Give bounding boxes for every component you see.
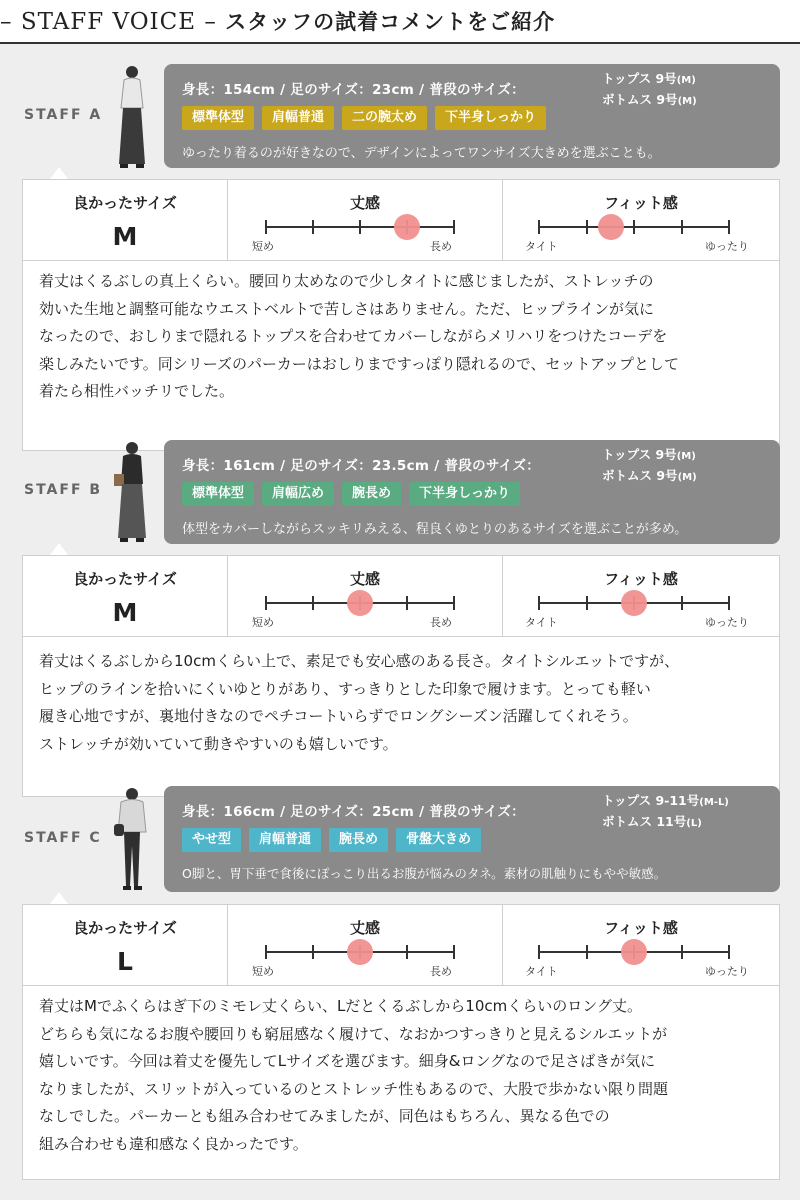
scale-tick — [586, 596, 588, 610]
staff-b-comment — [39, 648, 679, 758]
staff-a-usual-size — [602, 69, 697, 111]
staff-b-tag: 肩幅広め — [262, 482, 334, 506]
comment-line: 楽しみたいです。同シリーズのパーカーはおしりまですっぽり隠れるので、セットアップとして — [39, 354, 680, 373]
staff-c-tag: 骨盤大きめ — [396, 828, 481, 852]
scale-tick — [265, 596, 267, 610]
staff-b-profile — [164, 440, 780, 544]
staff-a-fit-cell — [503, 180, 779, 260]
length-min-label: 短め — [252, 240, 274, 253]
staff-b-height: 身長：161cm — [182, 458, 276, 474]
staff-c-length-marker — [347, 939, 373, 965]
header-title-en: STAFF VOICE — [20, 9, 197, 35]
staff-c-speech-tail — [50, 892, 68, 904]
scale-tick — [359, 220, 361, 234]
scale-tick — [538, 596, 540, 610]
staff-c-fit-scale — [503, 905, 779, 985]
staff-c-length-scale — [228, 905, 502, 985]
comment-line: 履き心地ですが、裏地付きなのでペチコートいらずでロングシーズン活躍してくれそう。 — [39, 707, 638, 725]
staff-a-tag: 二の腕太め — [342, 106, 427, 130]
staff-a-rating-row — [23, 180, 779, 261]
staff-c-best-size-value: L — [117, 947, 133, 976]
staff-voice-content — [0, 44, 800, 1200]
scale-tick — [681, 596, 683, 610]
staff-a-best-size-value: M — [112, 222, 138, 251]
comment-line: 嬉しいです。今回は着丈を優先してLサイズを選びます。細身&ロングなので足さばきが気に — [39, 1052, 656, 1070]
scale-tick — [312, 596, 314, 610]
staff-a-tags — [182, 106, 554, 132]
staff-c-usual-label: 普段のサイズ： — [429, 804, 525, 820]
fit-label: フィット感 — [604, 194, 678, 212]
staff-a-height: 身長：154cm — [182, 82, 276, 98]
comment-line: 着丈はくるぶしから10cmくらい上で、素足でも安心感のある長さ。タイトシルエットですが、 — [39, 652, 680, 670]
scale-tick — [728, 945, 730, 959]
header-left-dash: – — [0, 9, 13, 35]
scale-tick — [406, 596, 408, 610]
staff-a-tag: 下半身しっかり — [435, 106, 546, 130]
comment-line: 着丈はMでふくらはぎ下のミモレ丈くらい、Lだとくるぶしから10cmくらいのロング丈。 — [39, 997, 642, 1015]
scale-tick — [681, 945, 683, 959]
staff-c-bottoms: ボトムス 11号 — [602, 814, 687, 829]
staff-a-tops: トップス 9号 — [602, 71, 677, 86]
staff-c-usual-size — [602, 791, 729, 833]
best-size-label: 良かったサイズ — [73, 919, 177, 937]
comment-line: 効いた生地と調整可能なウエストベルトで苦しさはありません。ただ、ヒップラインが気に — [39, 299, 655, 318]
staff-b-photo — [110, 440, 154, 548]
staff-c-label: STAFF C — [24, 830, 102, 846]
comment-line: なったので、おしりまで隠れるトップスを合わせてカバーしながらメリハリをつけたコーデを — [39, 327, 668, 345]
staff-b-section — [0, 438, 800, 808]
staff-c-height: 身長：166cm — [182, 804, 276, 820]
comment-line: 着丈はくるぶしの真上くらい。腰回り太めなので少しタイトに感じましたが、ストレッチの — [39, 272, 654, 290]
fit-max-label: ゆったり — [705, 616, 749, 629]
staff-c-card — [22, 904, 780, 1180]
staff-c-photo — [110, 786, 154, 894]
staff-a-fit-scale — [503, 180, 779, 260]
staff-b-tops-note: (M) — [676, 451, 696, 462]
scale-tick — [728, 220, 730, 234]
staff-c-tag: 肩幅普通 — [249, 828, 321, 852]
staff-a-bottoms-note: (M) — [677, 96, 697, 107]
staff-a-bottoms: ボトムス 9号 — [602, 92, 678, 107]
fit-min-label: タイト — [525, 965, 558, 978]
staff-c-tags — [182, 828, 489, 854]
staff-c-foot: 足のサイズ：25cm — [290, 804, 415, 820]
length-label: 丈感 — [349, 194, 380, 212]
staff-a-length-scale — [228, 180, 502, 260]
staff-b-best-size-value: M — [112, 598, 138, 627]
staff-c-fit-marker — [621, 939, 647, 965]
length-label: 丈感 — [349, 570, 380, 588]
staff-c-section — [0, 786, 800, 1200]
scale-tick — [586, 945, 588, 959]
staff-c-body-info: 身長：166cm / 足のサイズ：25cm / 普段のサイズ： — [182, 804, 525, 820]
length-label: 丈感 — [349, 919, 380, 937]
staff-b-tops: トップス 9号 — [602, 447, 677, 462]
staff-a-best-size-cell — [23, 180, 228, 260]
staff-c-length-cell — [228, 905, 503, 985]
fit-max-label: ゆったり — [705, 240, 749, 253]
staff-a-section — [0, 44, 800, 454]
staff-b-length-scale — [228, 556, 502, 636]
staff-b-tag: 標準体型 — [182, 482, 254, 506]
staff-c-comment — [39, 993, 668, 1158]
best-size-label: 良かったサイズ — [73, 194, 177, 212]
staff-c-profile — [164, 786, 780, 892]
staff-a-tag: 標準体型 — [182, 106, 254, 130]
staff-b-foot: 足のサイズ：23.5cm — [290, 458, 430, 474]
length-max-label: 長め — [430, 616, 452, 629]
comment-line: 組み合わせも違和感なく良かったです。 — [39, 1134, 308, 1153]
fit-min-label: タイト — [525, 616, 558, 629]
staff-a-description: ゆったり着るのが好きなので、デザインによってワンサイズ大きめを選ぶことも。 — [182, 146, 661, 161]
staff-a-profile — [164, 64, 780, 168]
staff-a-foot: 足のサイズ：23cm — [290, 82, 415, 98]
best-size-label: 良かったサイズ — [73, 570, 177, 588]
length-max-label: 長め — [430, 240, 452, 253]
staff-b-card — [22, 555, 780, 797]
comment-line: どちらも気になるお腹や腰回りも窮屈感なく履けて、なおかつすっきりと見えるシルエットが — [39, 1024, 668, 1043]
staff-b-label: STAFF B — [24, 482, 103, 498]
staff-b-tag: 腕長め — [342, 482, 401, 506]
staff-a-photo — [110, 64, 154, 172]
staff-c-best-size-cell — [23, 905, 228, 985]
staff-a-label: STAFF A — [24, 107, 103, 123]
scale-tick — [453, 596, 455, 610]
staff-c-description: O脚と、胃下垂で食後にぽっこり出るお腹が悩みのタネ。素材の肌触りにもやや敏感。 — [182, 866, 667, 881]
staff-c-tops-note: (M-L) — [699, 797, 729, 808]
scale-tick — [538, 945, 540, 959]
staff-b-fit-cell — [503, 556, 779, 636]
staff-b-fit-scale — [503, 556, 779, 636]
scale-tick — [453, 220, 455, 234]
staff-a-card — [22, 179, 780, 451]
scale-tick — [265, 945, 267, 959]
scale-tick — [633, 220, 635, 234]
fit-label: フィット感 — [604, 570, 678, 588]
staff-a-length-cell — [228, 180, 503, 260]
fit-min-label: タイト — [525, 240, 558, 253]
scale-tick — [406, 945, 408, 959]
staff-b-rating-row — [23, 556, 779, 637]
staff-b-bottoms-note: (M) — [677, 472, 697, 483]
staff-a-speech-tail — [50, 167, 68, 179]
staff-b-usual-size — [602, 445, 697, 487]
staff-a-tag: 肩幅普通 — [262, 106, 334, 130]
scale-tick — [681, 220, 683, 234]
staff-b-tag: 下半身しっかり — [409, 482, 520, 506]
comment-line: 着たら相性バッチリでした。 — [39, 382, 235, 400]
staff-b-bottoms: ボトムス 9号 — [602, 468, 678, 483]
comment-line: なしでした。パーカーとも組み合わせてみましたが、同色はもちろん、異なる色での — [39, 1107, 610, 1125]
comment-line: ストレッチが効いていて動きやすいのも嬉しいです。 — [39, 734, 398, 753]
staff-b-tags — [182, 482, 528, 508]
staff-a-usual-label: 普段のサイズ： — [429, 82, 525, 98]
staff-a-length-marker — [394, 214, 420, 240]
staff-c-rating-row — [23, 905, 779, 986]
length-min-label: 短め — [252, 616, 274, 629]
scale-tick — [728, 596, 730, 610]
staff-a-body-info: 身長：154cm / 足のサイズ：23cm / 普段のサイズ： — [182, 82, 525, 98]
staff-b-speech-tail — [50, 543, 68, 555]
scale-tick — [265, 220, 267, 234]
staff-b-length-cell — [228, 556, 503, 636]
scale-tick — [586, 220, 588, 234]
comment-line: なりましたが、スリットが入っているのとストレッチ性もあるので、大股で歩かない限り問題 — [39, 1079, 668, 1098]
fit-max-label: ゆったり — [705, 965, 749, 978]
scale-tick — [453, 945, 455, 959]
staff-c-tag: やせ型 — [182, 828, 241, 852]
staff-c-fit-cell — [503, 905, 779, 985]
staff-b-description: 体型をカバーしながらスッキリみえる、程良くゆとりのあるサイズを選ぶことが多め。 — [182, 522, 688, 537]
staff-c-tops: トップス 9-11号 — [602, 793, 700, 808]
fit-label: フィット感 — [604, 919, 678, 937]
header-title — [0, 6, 555, 36]
scale-tick — [312, 220, 314, 234]
staff-b-length-marker — [347, 590, 373, 616]
header-title-jp: スタッフの試着コメントをご紹介 — [225, 10, 556, 34]
staff-c-bottoms-note: (L) — [686, 818, 702, 829]
scale-tick — [538, 220, 540, 234]
scale-tick — [312, 945, 314, 959]
header-mid-dash: – — [204, 9, 217, 35]
staff-a-comment — [39, 268, 679, 406]
staff-b-body-info: 身長：161cm / 足のサイズ：23.5cm / 普段のサイズ： — [182, 458, 541, 474]
staff-a-fit-marker — [598, 214, 624, 240]
page-header — [0, 0, 800, 44]
staff-b-best-size-cell — [23, 556, 228, 636]
length-min-label: 短め — [252, 965, 274, 978]
staff-a-tops-note: (M) — [676, 75, 696, 86]
staff-b-usual-label: 普段のサイズ： — [444, 458, 541, 474]
comment-line: ヒップのラインを拾いにくいゆとりがあり、すっきりとした印象で履けます。とっても軽い — [39, 679, 651, 698]
length-max-label: 長め — [430, 965, 452, 978]
staff-c-tag: 腕長め — [329, 828, 388, 852]
staff-b-fit-marker — [621, 590, 647, 616]
